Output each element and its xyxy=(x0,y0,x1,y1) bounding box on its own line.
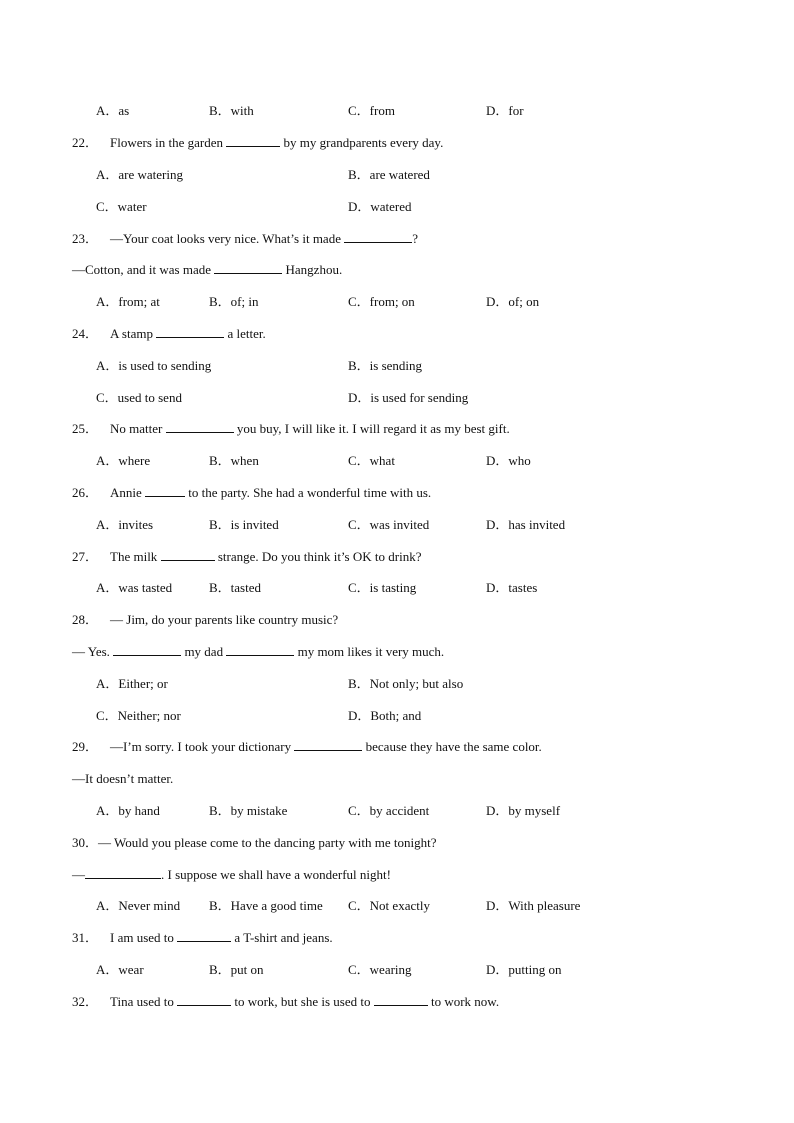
option-d[interactable]: D．tastes xyxy=(486,580,538,595)
question-text: you buy, I will like it. I will regard it as my best gift. xyxy=(236,421,510,436)
question-26 xyxy=(72,485,431,501)
question-30-line-2 xyxy=(72,867,391,883)
option-d[interactable]: D．watered xyxy=(348,199,412,214)
option-d[interactable]: D．is used for sending xyxy=(348,390,469,405)
option-a[interactable]: A．where xyxy=(96,453,151,468)
question-text: — Yes. xyxy=(72,644,110,659)
option-a[interactable]: A．invites xyxy=(96,517,154,532)
question-text: — Jim, do your parents like country music? xyxy=(110,612,339,627)
option-c[interactable]: C．wearing xyxy=(348,962,412,977)
option-b[interactable]: B．of; in xyxy=(209,294,259,309)
question-28-line-2 xyxy=(72,644,444,660)
option-c[interactable]: C．was invited xyxy=(348,517,430,532)
question-text: — Would you please come to the dancing party with me tonight? xyxy=(98,835,437,850)
option-d[interactable]: D．has invited xyxy=(486,517,566,532)
question-text: —Cotton, and it was made xyxy=(72,262,212,277)
question-text: a letter. xyxy=(227,326,266,341)
answer-blank xyxy=(374,994,428,1006)
answer-blank xyxy=(294,739,362,751)
question-text: A stamp xyxy=(110,326,153,341)
question-text: ? xyxy=(412,231,418,246)
question-number: 29． xyxy=(72,739,99,754)
option-a[interactable]: A．was tasted xyxy=(96,580,173,595)
option-c[interactable]: C．from; on xyxy=(348,294,415,309)
option-c[interactable]: C．from xyxy=(348,103,395,118)
option-c[interactable]: C．used to send xyxy=(96,390,182,405)
option-d[interactable]: D．for xyxy=(486,103,524,118)
answer-blank xyxy=(214,262,282,274)
option-b[interactable]: B．when xyxy=(209,453,259,468)
option-b[interactable]: B．by mistake xyxy=(209,803,288,818)
question-32 xyxy=(72,994,499,1010)
option-c[interactable]: C．is tasting xyxy=(348,580,417,595)
option-c[interactable]: C．Not exactly xyxy=(348,898,430,913)
question-text: by my grandparents every day. xyxy=(283,135,444,150)
question-text: No matter xyxy=(110,421,163,436)
option-d[interactable]: D．Both; and xyxy=(348,708,422,723)
question-number: 28． xyxy=(72,612,99,627)
question-number: 26． xyxy=(72,485,99,500)
answer-blank xyxy=(161,549,215,561)
option-b[interactable]: B．with xyxy=(209,103,254,118)
option-a[interactable]: A．from; at xyxy=(96,294,160,309)
question-25 xyxy=(72,421,510,437)
option-b[interactable]: B．tasted xyxy=(209,580,261,595)
option-b[interactable]: B．is invited xyxy=(209,517,279,532)
option-c[interactable]: C．what xyxy=(348,453,395,468)
option-d[interactable]: D．by myself xyxy=(486,803,561,818)
question-number: 27． xyxy=(72,549,99,564)
question-30 xyxy=(72,835,436,851)
question-22 xyxy=(72,135,443,151)
question-number: 30． xyxy=(72,835,99,850)
question-text: because they have the same color. xyxy=(365,739,542,754)
question-29-line-2 xyxy=(72,771,173,787)
question-number: 25． xyxy=(72,421,99,436)
question-23-line-2 xyxy=(72,262,342,278)
option-a[interactable]: A．Never mind xyxy=(96,898,181,913)
question-text: I am used to xyxy=(110,930,174,945)
question-text: my mom likes it very much. xyxy=(297,644,445,659)
answer-blank xyxy=(177,994,231,1006)
question-24 xyxy=(72,326,266,342)
option-b[interactable]: B．Have a good time xyxy=(209,898,323,913)
option-a[interactable]: A．by hand xyxy=(96,803,160,818)
option-b[interactable]: B．Not only; but also xyxy=(348,676,464,691)
question-text: . I suppose we shall have a wonderful night! xyxy=(161,867,391,882)
answer-blank xyxy=(166,421,234,433)
question-31 xyxy=(72,930,333,946)
option-a[interactable]: A．are watering xyxy=(96,167,183,182)
question-text: to work, but she is used to xyxy=(234,994,371,1009)
question-text: Tina used to xyxy=(110,994,174,1009)
question-text: The milk xyxy=(110,549,158,564)
answer-blank xyxy=(156,326,224,338)
question-28 xyxy=(72,612,338,628)
option-a[interactable]: A．as xyxy=(96,103,130,118)
answer-blank xyxy=(344,231,412,243)
option-d[interactable]: D．With pleasure xyxy=(486,898,581,913)
answer-blank xyxy=(85,867,161,879)
question-29 xyxy=(72,739,542,755)
question-text: Flowers in the garden xyxy=(110,135,224,150)
question-text: — xyxy=(72,867,85,882)
option-d[interactable]: D．who xyxy=(486,453,531,468)
question-text: —I’m sorry. I took your dictionary xyxy=(110,739,292,754)
option-a[interactable]: A．Either; or xyxy=(96,676,168,691)
question-text: strange. Do you think it’s OK to drink? xyxy=(217,549,422,564)
question-text: a T-shirt and jeans. xyxy=(234,930,333,945)
question-text: —Your coat looks very nice. What’s it made xyxy=(110,231,341,246)
question-23 xyxy=(72,231,418,247)
option-b[interactable]: B．is sending xyxy=(348,358,423,373)
answer-blank xyxy=(113,644,181,656)
question-number: 24． xyxy=(72,326,99,341)
question-number: 32． xyxy=(72,994,99,1009)
answer-blank xyxy=(226,644,294,656)
question-text: to the party. She had a wonderful time with us. xyxy=(188,485,432,500)
question-27 xyxy=(72,549,421,565)
option-b[interactable]: B．are watered xyxy=(348,167,430,182)
option-c[interactable]: C．water xyxy=(96,199,147,214)
question-number: 31． xyxy=(72,930,99,945)
option-c[interactable]: C．Neither; nor xyxy=(96,708,181,723)
answer-blank xyxy=(226,135,280,147)
question-text: Hangzhou. xyxy=(285,262,343,277)
question-text: Annie xyxy=(110,485,142,500)
option-d[interactable]: D．putting on xyxy=(486,962,562,977)
option-a[interactable]: A．is used to sending xyxy=(96,358,212,373)
option-b[interactable]: B．put on xyxy=(209,962,264,977)
question-number: 23． xyxy=(72,231,99,246)
option-d[interactable]: D．of; on xyxy=(486,294,540,309)
option-a[interactable]: A．wear xyxy=(96,962,144,977)
question-text: —It doesn’t matter. xyxy=(72,771,174,786)
answer-blank xyxy=(145,485,185,497)
option-c[interactable]: C．by accident xyxy=(348,803,430,818)
question-text: to work now. xyxy=(430,994,500,1009)
question-text: my dad xyxy=(184,644,224,659)
answer-blank xyxy=(177,930,231,942)
question-number: 22． xyxy=(72,135,99,150)
